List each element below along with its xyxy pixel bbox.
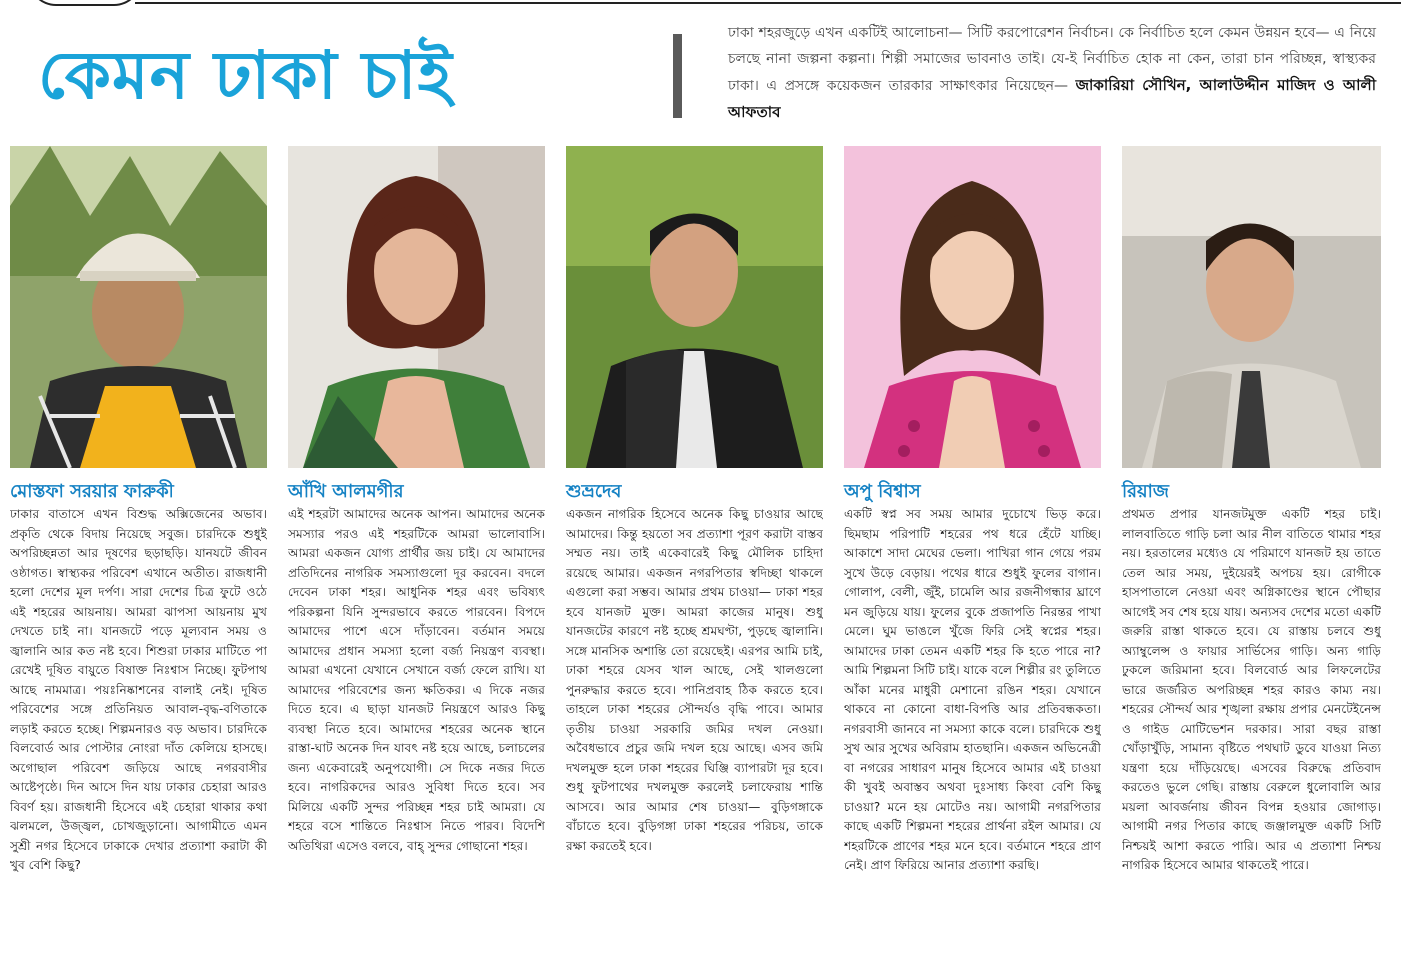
intro-text: ঢাকা শহরজুড়ে এখন একটিই আলোচনা— সিটি করপোরেশন নির্বাচন। কে নির্বাচিত হলে কেমন উন্নয়ন হবে— এ নিয়ে চলছে নানা জল্পনা কল্পনা। শিল্পী সমাজের ভাবনাও তাই। যে-ই নির্বাচিত হোক না কেন, তারা চান পরিচ্ছন্ন, স্বাস্থ্যকর ঢাকা। এ প্রসঙ্গে কয়েকজন তারকার সাক্ষাৎকার নিয়েছেন— [728,25,1376,94]
celebrity-columns [0,146,1401,978]
column-shuvrodeb [566,146,823,978]
top-rule [135,2,1401,4]
intro-credit: জাকারিয়া সৌখিন, আলাউদ্দীন মাজিদ ও আলী আফতাব [728,76,1376,121]
name-apu: অপু বিশ্বাস [844,481,921,502]
headline-divider [673,34,682,118]
photo-farooki [10,146,267,468]
headline: কেমন ঢাকা চাই [38,37,453,114]
column-riaz [1122,146,1381,978]
photo-riaz [1122,146,1381,468]
quote-akhi: এই শহরটা আমাদের অনেক আপন। আমাদের অনেক সমস্যার পরও এই শহরটিকে আমরা ভালোবাসি। আমরা একজন যোগ্য প্রার্থীর জয় চাই। যে আমাদের প্রতিদিনের নাগরিক সমস্যাগুলো দূর করবেন। বদলে দেবেন ঢাকা শহর। আধুনিক শহর এবং ভবিষ্যৎ পরিকল্পনা যিনি সুন্দরভাবে করতে পারবেন। বিপদে আমাদের পাশে এসে দাঁড়াবেন। বর্তমান সময়ে আমাদের প্রধান সমস্যা হলো বর্জ্য নিয়ন্ত্রণ ব্যবস্থা। আমরা এখনো যেখানে সেখানে বর্জ্য ফেলে রাখি। যা আমাদের পরিবেশের জন্য ক্ষতিকর। এ দিকে নজর দিতে হবে। এ ছাড়া যানজট নিয়ন্ত্রণে আরও কিছু ব্যবস্থা নিতে হবে। আমাদের শহরের অনেক স্থানে রাস্তা-ঘাট অনেক দিন যাবৎ নষ্ট হয়ে আছে, চলাচলের জন্য একেবারেই অনুপযোগী। সে দিকে নজর দিতে হবে। নাগরিকদের আরও সুবিধা দিতে হবে। সব মিলিয়ে একটি সুন্দর পরিচ্ছন্ন শহর চাই আমরা। যে শহরে বসে শান্তিতে নিঃশ্বাস নিতে পারব। বিদেশি অতিথিরা এসেও বলবে, বাহ্‌ সুন্দর গোছানো শহর। [288,507,545,853]
column-farooki [10,146,267,978]
photo-shuvrodeb [566,146,823,468]
name-akhi: আঁখি আলমগীর [288,481,404,502]
quote-farooki: ঢাকার বাতাসে এখন বিশুদ্ধ অক্সিজেনের অভাব। প্রকৃতি থেকে বিদায় নিয়েছে সবুজ। চারদিকে শুধুই অপরিচ্ছন্নতা আর দূষণের ছড়াছড়ি। যানযটে জীবন ওষ্ঠাগত। স্বাস্থ্যকর পরিবেশ এখানে অতীত। রাজধানী হলো দেশের মূল দর্পণ। সারা দেশের চিত্র ফুটে ওঠে এই শহরের আয়নায়। আমরা ঝাপসা আয়নায় মুখ দেখতে চাই না। যানজটে পড়ে মূল্যবান সময় ও জ্বালানি আর কত নষ্ট হবে। শিশুরা ঢাকার মাটিতে পা রেখেই দূষিত বায়ুতে বিষাক্ত নিঃশ্বাস নিচ্ছে। ফুটপাথ আছে নামমাত্র। পয়ঃনিষ্কাশনের বালাই নেই। দূষিত পরিবেশের সঙ্গে প্রতিনিয়ত আবাল-বৃদ্ধ-বণিতাকে লড়াই করতে হচ্ছে। শিল্পমনারও বড় অভাব। চারদিকে বিলবোর্ড আর পোস্টার নোংরা দাঁত কেলিয়ে হাসছে। অগোছাল পরিবেশ জড়িয়ে আছে নগরবাসীর আষ্টেপৃষ্ঠে। দিন আসে দিন যায় ঢাকার চেহারা আরও বিবর্ণ হয়। রাজধানী হিসেবে এই চেহারা থাকার কথা ঝলমলে, উজ্জ্বল, চোখজুড়ানো। আগামীতে এমন সুশ্রী নগর হিসেবে ঢাকাকে দেখার প্রত্যাশা করাটা কী খুব বেশি কিছু? [10,507,267,872]
quote-apu: একটি স্বপ্ন সব সময় আমার দুচোখে ভিড় করে। ছিমছাম পরিপাটি শহরের পথ ধরে হেঁটে যাচ্ছি। আকাশে সাদা মেঘের ভেলা। পাখিরা গান গেয়ে পরম সুখে উড়ে বেড়ায়। পথের ধারে শুধুই ফুলের বাগান। গোলাপ, বেলী, জুঁই, চামেলি আর রজনীগন্ধার ঘ্রাণে মন জুড়িয়ে যায়। ফুলের বুকে প্রজাপতি নিরন্তর পাখা মেলে। ঘুম ভাঙলে খুঁজে ফিরি সেই স্বপ্নের শহর। আমাদের ঢাকা তেমন একটি শহর কি হতে পারে না? আমি শিল্পমনা সিটি চাই। যাকে বলে শিল্পীর রং তুলিতে আঁকা মনের মাধুরী মেশানো রঙিন শহর। যেখানে থাকবে না কোনো বাধা-বিপত্তি আর প্রতিবন্ধকতা। নগরবাসী জানবে না সমস্যা কাকে বলে। চারদিকে শুধু সুখ আর সুখের অবিরাম হাতছানি। একজন অভিনেত্রী বা নগরের সাধারণ মানুষ হিসেবে আমার এই চাওয়া কী খুবই অবাস্তব অথবা দুঃসাধ্য কিংবা বেশি কিছু চাওয়া? মনে হয় মোটেও নয়। আগামী নগরপিতার কাছে একটি শিল্পমনা শহরের প্রার্থনা রইল আমার। যে শহরটিকে প্রাণের শহর মনে হবে। বর্তমানে শহরে প্রাণ নেই। প্রাণ ফিরিয়ে আনার প্রত্যাশা করছি। [844,507,1101,872]
name-farooki: মোস্তফা সরয়ার ফারুকী [10,481,174,502]
column-akhi [288,146,545,978]
column-apu [844,146,1101,978]
quote-riaz: প্রথমত প্রপার যানজটমুক্ত একটি শহর চাই। লালবাতিতে গাড়ি চলা আর নীল বাতিতে থামার শহর নয়। হরতালের মধ্যেও যে পরিমাণে যানজট হয় তাতে তেল আর সময়, দুইয়েরই অপচয় হয়। রোগীকে হাসপাতালে নেওয়া এবং অগ্নিকাণ্ডের স্থানে পৌছার আগেই সব শেষ হয়ে যায়। অন্যসব দেশের মতো একটি জরুরি রাস্তা থাকতে হবে। যে রাস্তায় চলবে শুধু অ্যাম্বুলেন্স ও ফায়ার সার্ভিসের গাড়ি। অন্য গাড়ি ঢুকলে জরিমানা হবে। বিলবোর্ড আর লিফলেটের ভারে জর্জরিত অপরিচ্ছন্ন শহর কারও কাম্য নয়। শহরের সৌন্দর্য আর শৃঙ্খলা রক্ষায় প্রপার মেনটেইনেন্স ও গাইড মোটিভেশন দরকার। সারা বছর রাস্তা খোঁড়াখুঁড়ি, সামান্য বৃষ্টিতে পথঘাট ডুবে যাওয়া নিত্য যন্ত্রণা হয়ে দাঁড়িয়েছে। এসবের বিরুদ্ধে প্রতিবাদ করতেও ভুলে গেছি। রাস্তায় বেরুলে ধুলোবালি আর ময়লা আবর্জনায় জীবন বিপন্ন হওয়ার জোগাড়। আগামী নগর পিতার কাছে জঞ্জালমুক্ত একটি সিটি নিশ্চয়ই আশা করতে পারি। আর এ প্রত্যাশা নিশ্চয় নাগরিক হিসেবে আমার থাকতেই পারে। [1122,507,1381,872]
name-riaz: রিয়াজ [1122,481,1169,502]
photo-apu [844,146,1101,468]
quote-shuvrodeb: একজন নাগরিক হিসেবে অনেক কিছু চাওয়ার আছে আমাদের। কিন্তু হয়তো সব প্রত্যাশা পূরণ করাটা বাস্তব সম্মত নয়। তাই একেবারেই কিছু মৌলিক চাহিদা রয়েছে আমার। একজন নগরপিতার স্বদিচ্ছা থাকলে এগুলো করা সম্ভব। আমার প্রথম চাওয়া— ঢাকা শহর হবে যানজট মুক্ত। আমরা কাজের মানুষ। শুধু যানজটের কারণে নষ্ট হচ্ছে শ্রমঘণ্টা, পুড়ছে জ্বালানি। সঙ্গে মানসিক অশান্তি তো রয়েছেই। এরপর আমি চাই, ঢাকা শহরে যেসব খাল আছে, সেই খালগুলো পুনরুদ্ধার করতে হবে। পানিপ্রবাহ ঠিক করতে হবে। তাহলে ঢাকা শহরের সৌন্দর্যও বৃদ্ধি পাবে। আমার তৃতীয় চাওয়া সরকারি জমির দখল নেওয়া। অবৈধভাবে প্রচুর জমি দখল হয়ে আছে। এসব জমি দখলমুক্ত হলে ঢাকা শহরের ঘিঞ্জি ব্যাপারটা দূর হবে। শুধু ফুটপাথের দখলমুক্ত করলেই চলাফেরায় শান্তি আসবে। আর আমার শেষ চাওয়া— বুড়িগঙ্গাকে বাঁচাতে হবে। বুড়িগঙ্গা ঢাকা শহরের পরিচয়, তাকে রক্ষা করতেই হবে। [566,507,823,853]
photo-akhi [288,146,545,468]
top-corner-decoration [28,0,142,6]
intro-paragraph [728,20,1376,126]
name-shuvrodeb: শুভ্রদেব [566,481,622,502]
